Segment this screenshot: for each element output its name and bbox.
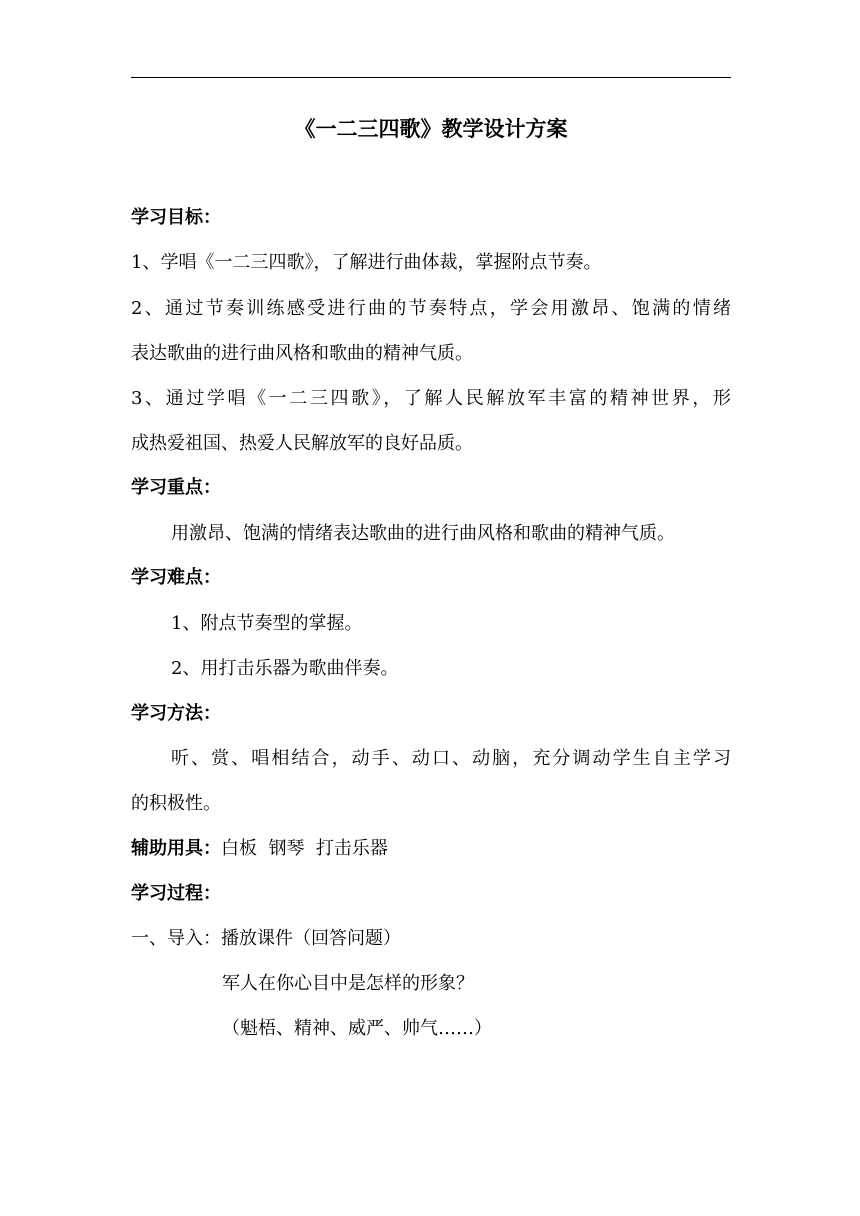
methods-line-1: 听、赏、唱相结合，动手、动口、动脑，充分调动学生自主学习: [171, 748, 731, 769]
process-question: 军人在你心目中是怎样的形象？: [222, 973, 474, 994]
tools-line: [131, 834, 731, 864]
key-points-heading: 学习重点：: [131, 477, 221, 498]
process-step-1: 一、导入：播放课件（回答问题）: [131, 928, 401, 949]
objective-item-2-line-2: 表达歌曲的进行曲风格和歌曲的精神气质。: [131, 343, 473, 364]
document-title: 《一二三四歌》教学设计方案: [294, 116, 568, 141]
tools-text: 白板 钢琴 打击乐器: [221, 838, 388, 859]
objective-item-3-line-2: 成热爱祖国、热爱人民解放军的良好品质。: [131, 433, 473, 454]
objective-item-3-line-1: 3、通过学唱《一二三四歌》，了解人民解放军丰富的精神世界，形: [131, 388, 731, 409]
methods-heading: 学习方法：: [131, 703, 221, 724]
difficulty-item-2: 2、用打击乐器为歌曲伴奏。: [171, 658, 399, 679]
tools-heading: 辅助用具：: [131, 838, 221, 859]
difficulty-item-1: 1、附点节奏型的掌握。: [171, 613, 363, 634]
objectives-heading: 学习目标：: [131, 207, 221, 228]
methods-line-2: 的积极性。: [131, 793, 221, 814]
header-rule: [131, 77, 731, 78]
key-points-text: 用激昂、饱满的情绪表达歌曲的进行曲风格和歌曲的精神气质。: [171, 523, 675, 544]
process-answer: （魁梧、精神、威严、帅气……）: [222, 1018, 492, 1039]
objective-item-1: 1、学唱《一二三四歌》，了解进行曲体裁，掌握附点节奏。: [131, 252, 602, 273]
difficulties-heading: 学习难点：: [131, 567, 221, 588]
process-heading: 学习过程：: [131, 883, 221, 904]
objective-item-2-line-1: 2、通过节奏训练感受进行曲的节奏特点，学会用激昂、饱满的情绪: [131, 298, 731, 319]
